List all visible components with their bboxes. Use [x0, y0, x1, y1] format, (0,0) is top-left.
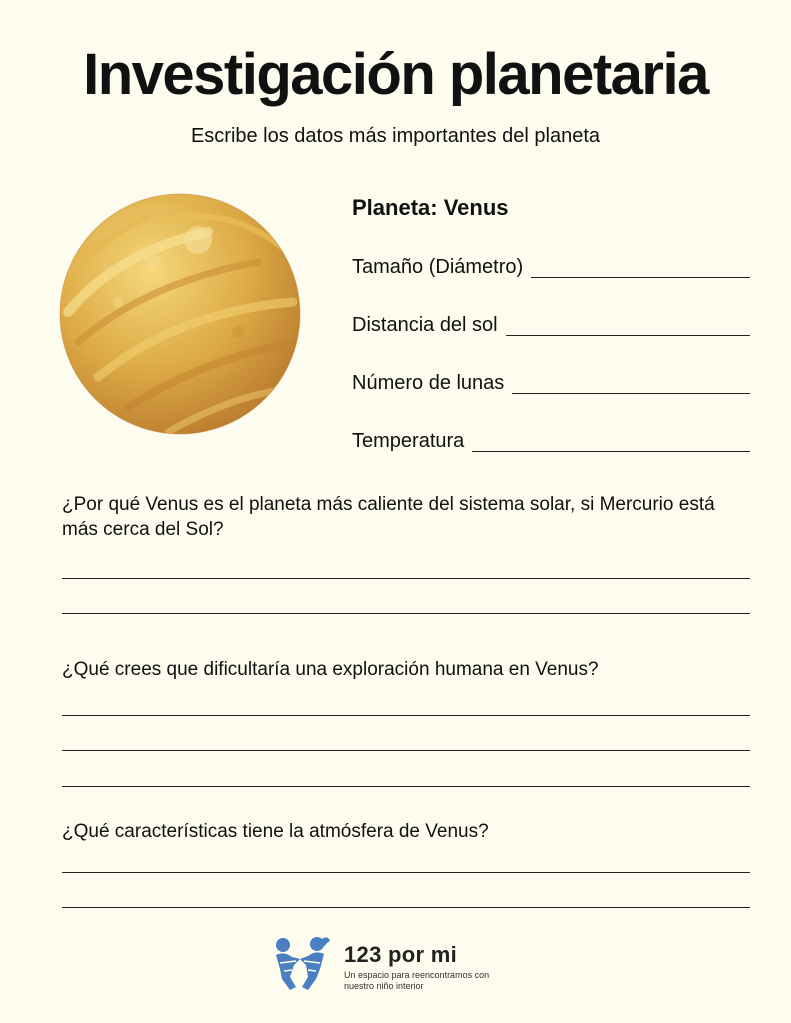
question-2: ¿Qué crees que dificultaría una exploración humana en Venus?: [62, 659, 599, 680]
answer-line[interactable]: [62, 786, 750, 787]
children-playing-icon: [270, 935, 340, 995]
question-3: ¿Qué características tiene la atmósfera de Venus?: [62, 821, 489, 842]
field-moons-label: Número de lunas: [352, 372, 505, 394]
question-1: ¿Por qué Venus es el planeta más caliente del sistema solar, si Mercurio está más cerca del Sol?: [62, 494, 715, 540]
field-temperature: [352, 424, 750, 454]
field-temperature-label: Temperatura: [352, 430, 465, 452]
brand-tagline: Un espacio para reencontramos con: [344, 970, 490, 980]
answer-line[interactable]: [62, 872, 750, 873]
field-moons-blank[interactable]: [512, 392, 750, 394]
field-temperature-blank[interactable]: [472, 450, 750, 452]
answer-line[interactable]: [62, 613, 750, 614]
field-size: [352, 250, 750, 280]
field-moons: [352, 366, 750, 396]
answer-line[interactable]: [62, 715, 750, 716]
answer-line[interactable]: [62, 750, 750, 751]
field-distance-label: Distancia del sol: [352, 314, 498, 336]
brand-name: 123 por mi: [344, 942, 458, 967]
page-subtitle: Escribe los datos más importantes del planeta: [190, 125, 601, 147]
page-title: Investigación planetaria: [83, 42, 708, 107]
answer-line[interactable]: [62, 907, 750, 908]
planet-name-label: Planeta: Venus: [352, 195, 509, 220]
field-distance: [352, 308, 750, 338]
brand-tagline: nuestro niño interior: [344, 981, 424, 991]
field-size-blank[interactable]: [531, 276, 750, 278]
venus-planet-illustration: [58, 192, 302, 436]
field-size-label: Tamaño (Diámetro): [352, 256, 524, 278]
answer-line[interactable]: [62, 578, 750, 579]
field-distance-blank[interactable]: [506, 334, 750, 336]
